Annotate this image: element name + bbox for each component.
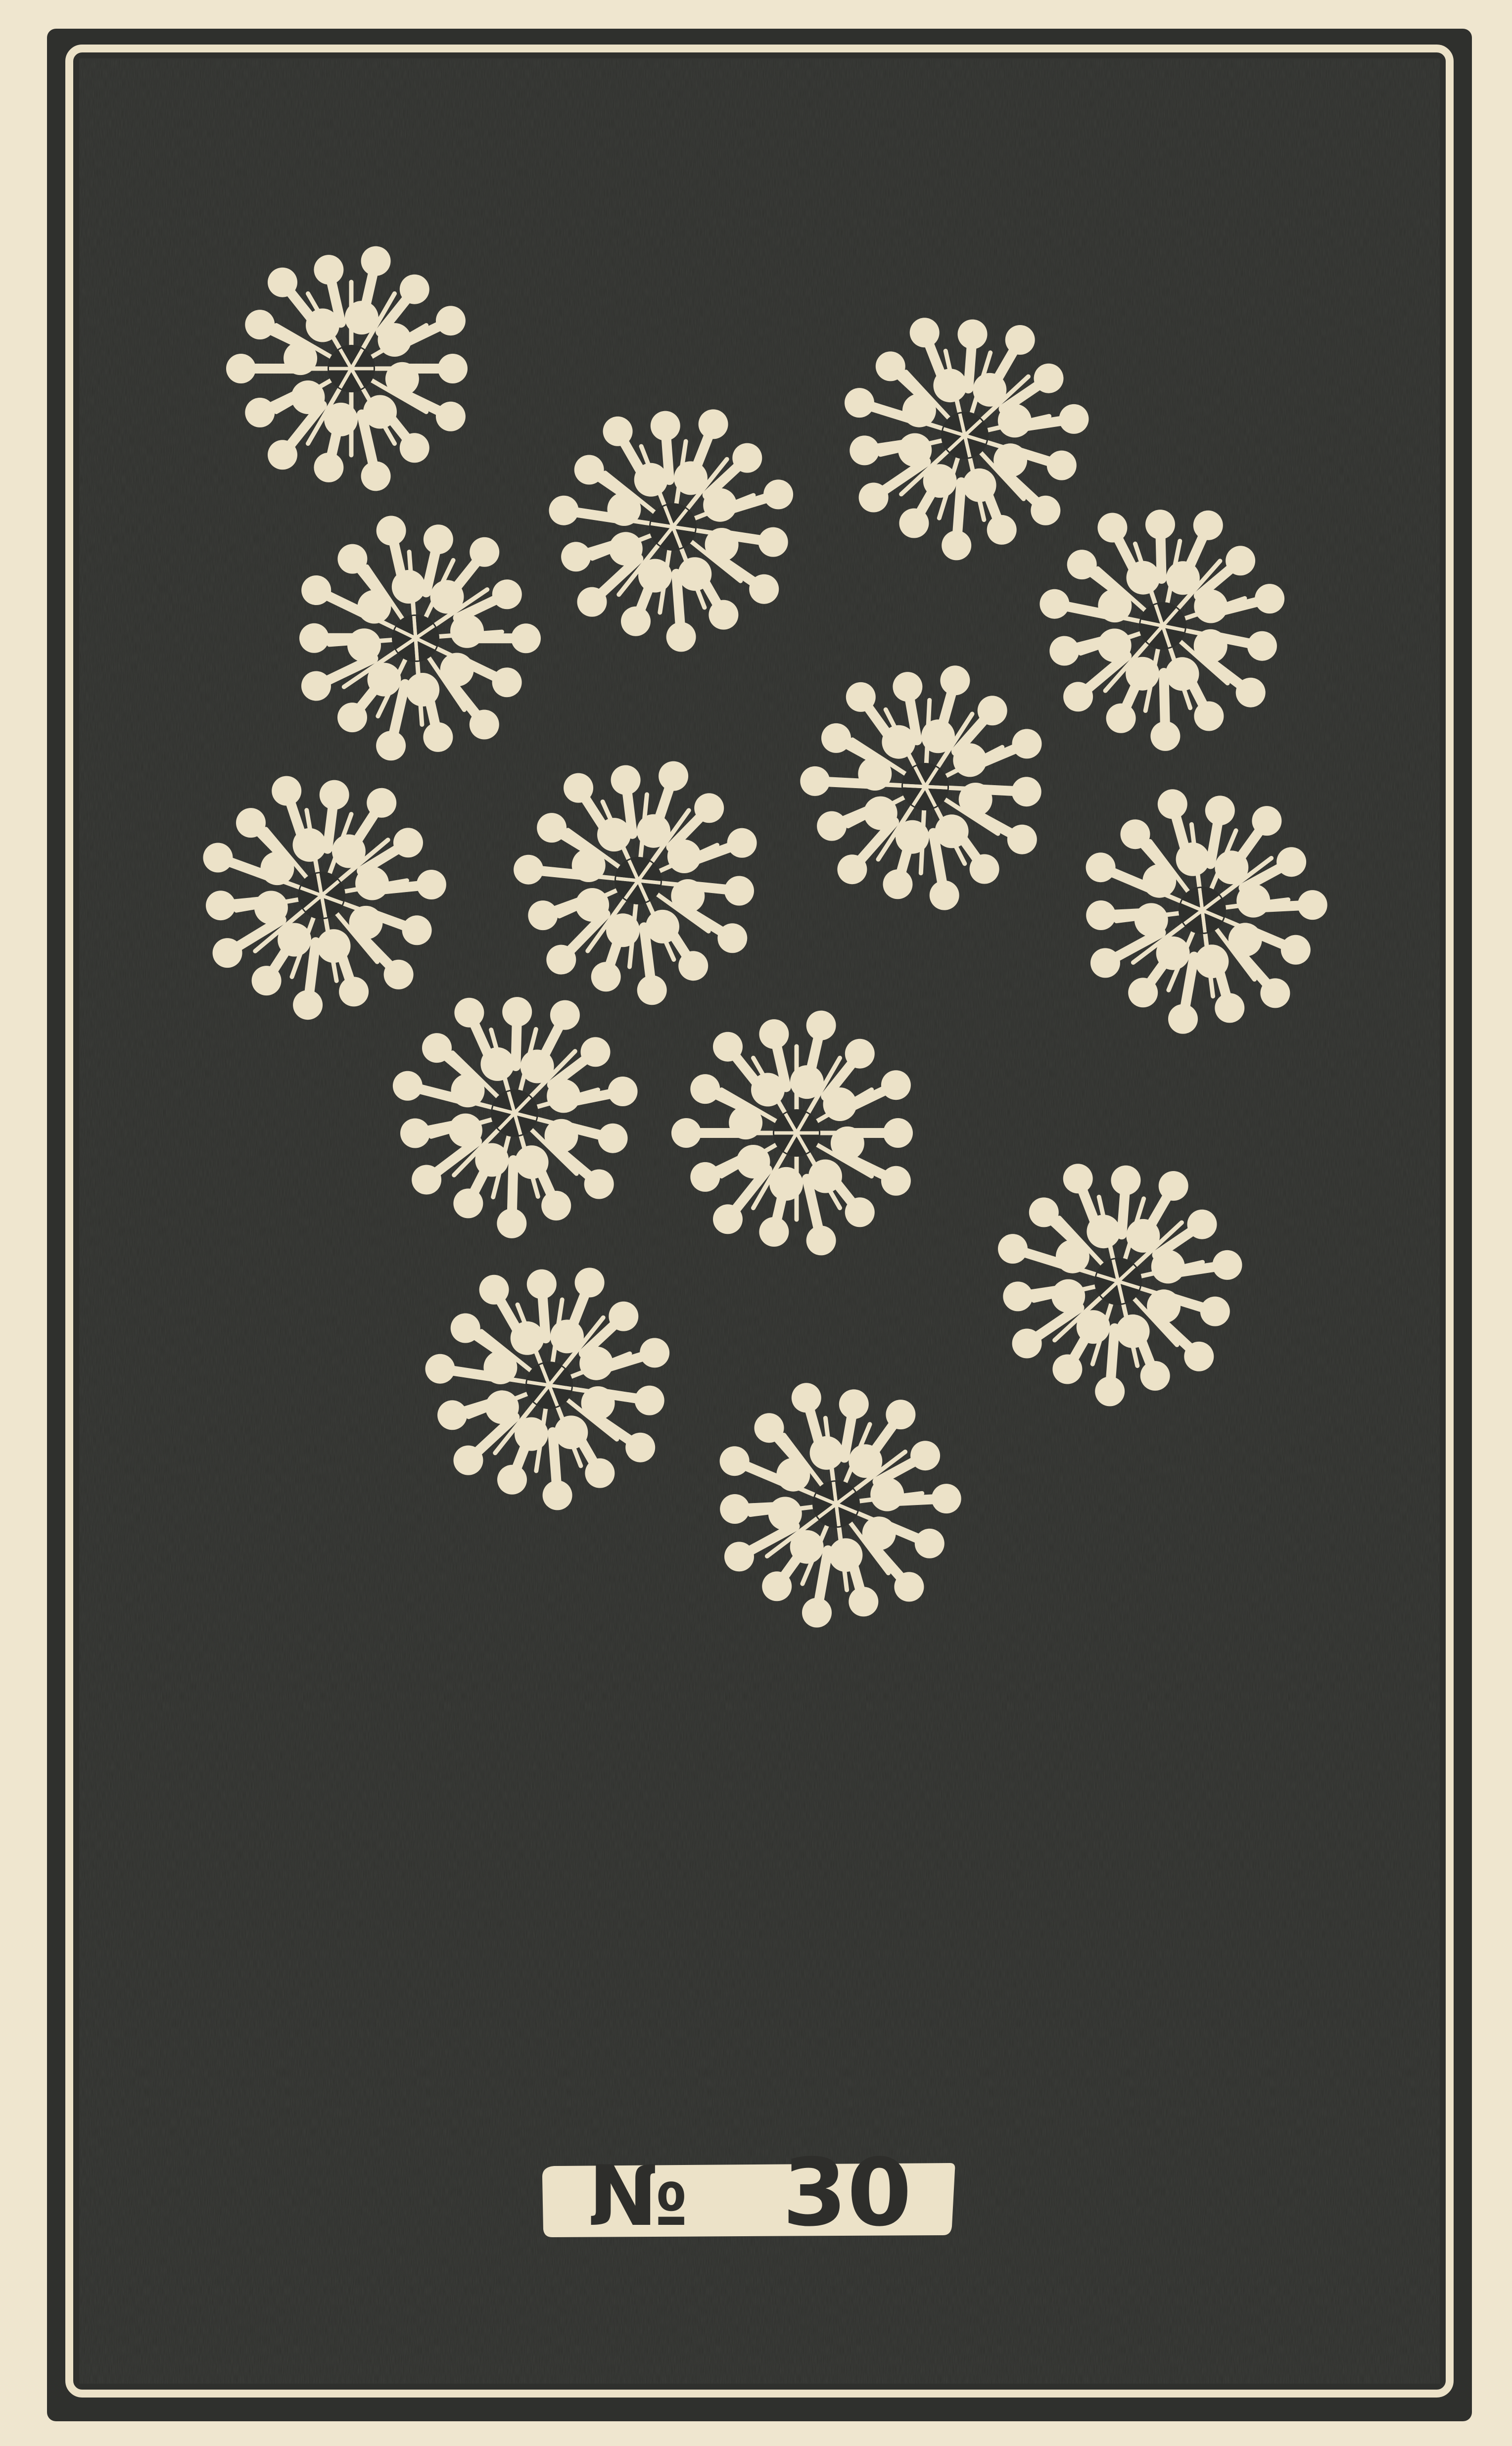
plate-number-value: 30 — [782, 2139, 912, 2247]
plate-number-prefix: № — [588, 2148, 689, 2245]
